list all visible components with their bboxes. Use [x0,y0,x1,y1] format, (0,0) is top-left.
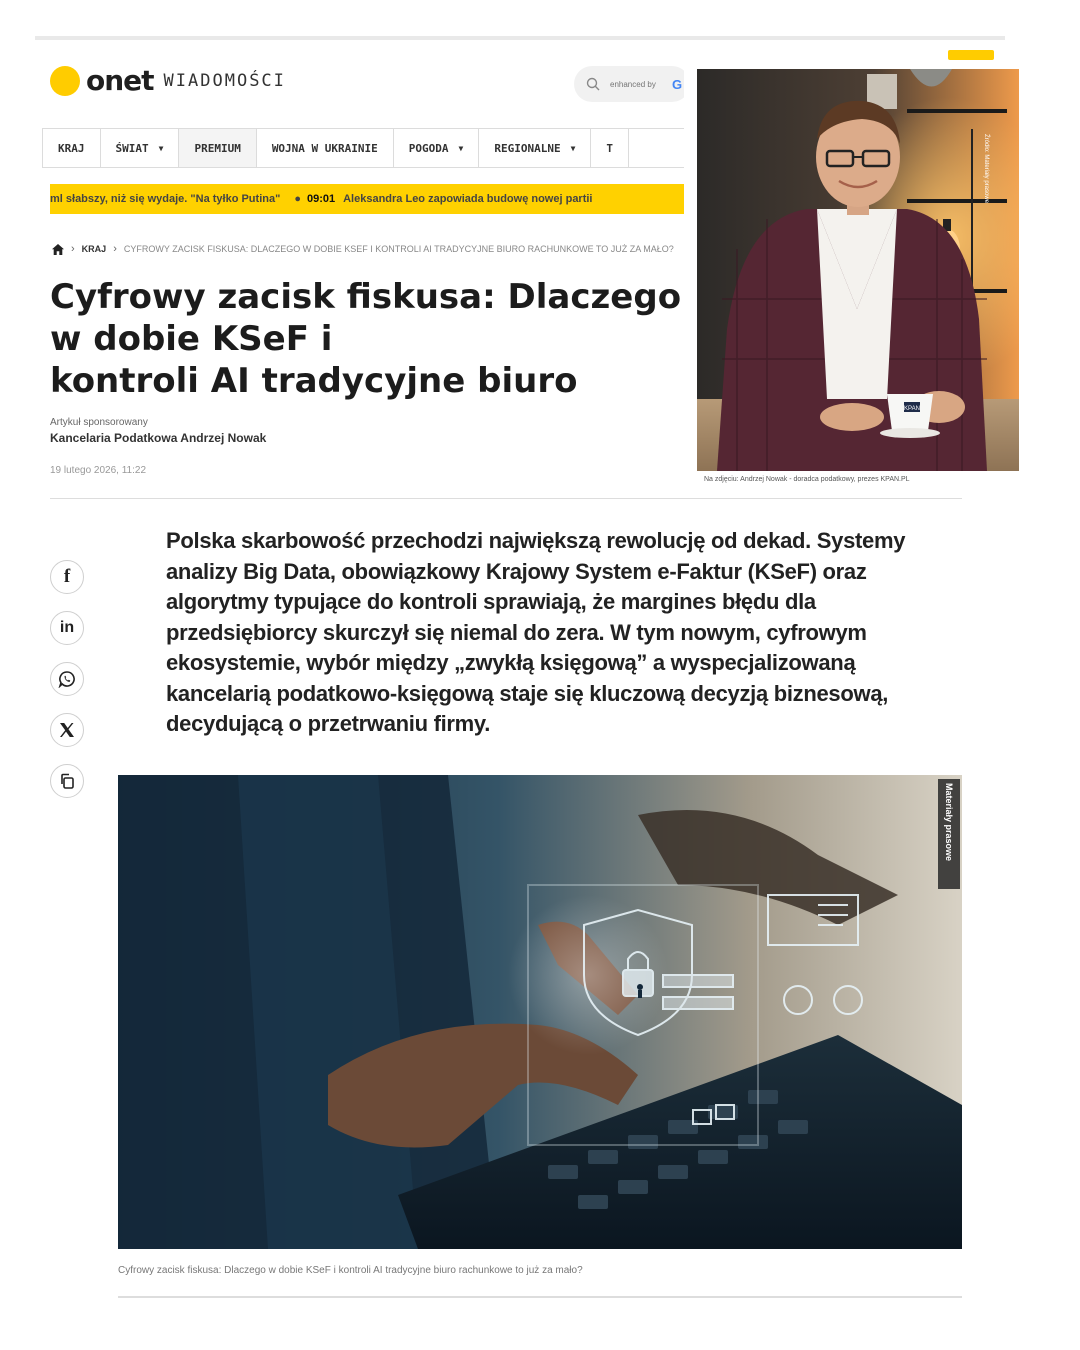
top-divider [35,36,1005,40]
home-icon[interactable] [52,244,64,255]
main-nav [42,128,690,168]
search-icon [586,77,600,91]
author-name[interactable]: Kancelaria Podatkowa Andrzej Nowak [50,431,267,445]
portrait-photo [697,69,1019,471]
caret-down-icon: ▼ [158,143,164,153]
copy-icon [59,773,75,789]
header-yellow-tab[interactable] [948,50,994,60]
linkedin-share-button[interactable] [50,611,84,645]
nav-item-label: WOJNA W UKRAINIE [271,141,378,155]
whatsapp-icon [58,670,76,688]
whatsapp-share-button[interactable] [50,662,84,696]
breadcrumb [52,243,688,255]
portrait-overlay [684,64,1030,488]
nav-item-label: POGODA [408,141,449,155]
breadcrumb-kraj[interactable]: KRAJ [81,244,107,254]
breadcrumb-current: CYFROWY ZACISK FISKUSA: DLACZEGO W DOBIE KSEF I KONTROLI AI TRADYCYJNE BIURO RACHUNKOWE TO JUŻ ZA MAŁO? [123,244,674,254]
main-image-credit: Materiały prasowe [944,783,954,862]
nav-item-label: T [606,141,614,155]
ticker-time: 09:01 [306,193,336,205]
nav-item-premium[interactable] [179,129,256,167]
facebook-share-button[interactable] [50,560,84,594]
onet-logo[interactable] [50,64,286,97]
nav-item-label: KRAJ [58,141,85,155]
page-title: Cyfrowy zacisk fiskusa: Dlaczego w dobie KSeF i kontroli AI tradycyjne biuro [50,277,682,401]
divider [50,498,962,499]
logo-text: onet [86,64,154,97]
article-main-image [118,775,962,1249]
nav-item-swiat[interactable] [101,129,180,167]
main-image-caption: Cyfrowy zacisk fiskusa: Dlaczego w dobie KSeF i kontroli AI tradycyjne biuro rachunkowe to już za mało? [118,1265,583,1276]
search-box[interactable] [574,66,690,102]
chevron-right-icon: › [113,243,117,255]
nav-item-more[interactable] [591,129,629,167]
x-icon [59,722,75,738]
portrait-caption: Na zdjęciu: Andrzej Nowak - doradca podatkowy, prezes KPAN.PL [704,476,910,483]
logo-dot-icon [50,66,80,96]
ticker-item[interactable]: ml słabszy, niż się wydaje. "Na tyłko Putina" [50,193,281,205]
nav-item-regionalne[interactable] [479,129,591,167]
section-name: WIADOMOŚCI [163,70,286,91]
nav-item-label: REGIONALNE [494,141,561,155]
caret-down-icon: ▼ [570,143,576,153]
portrait-credit: Źródło: Materiały prasowe [983,134,989,204]
caret-down-icon: ▼ [458,143,464,153]
nav-item-wojna[interactable] [257,129,394,167]
facebook-icon: f [63,566,71,587]
share-bar [50,560,84,815]
nav-item-label: PREMIUM [194,141,241,155]
nav-item-kraj[interactable] [42,129,101,167]
sponsored-label: Artykuł sponsorowany [50,417,148,428]
ticker-item[interactable]: Aleksandra Leo zapowiada budowę nowej partii [343,193,593,205]
chevron-right-icon: › [71,243,75,255]
nav-item-label: ŚWIAT [115,141,149,155]
nav-item-pogoda[interactable] [394,129,480,167]
x-share-button[interactable] [50,713,84,747]
search-input[interactable] [608,79,672,90]
main-image-credit-badge [938,779,960,889]
news-ticker [50,184,688,214]
copy-link-button[interactable] [50,764,84,798]
publish-date: 19 lutego 2026, 11:22 [50,465,147,476]
divider [118,1296,962,1298]
mug-logo: KPAN [904,406,920,412]
article-lead: Polska skarbowość przechodzi największą rewolucję od dekad. Systemy analizy Big Data, obowiązkowy Krajowy System e-Faktur (KSeF) oraz algorytmy typujące do kontroli sprawiają, że margines błędu dla przedsiębiorcy skurczył się niemal do zera. W tym nowym, cyfrowym ekosystemie, wybór między „zwykłą księgową” a wyspecjalizowaną kancelarią podatkowo-księgową staje się kluczową decyzją biznesową, decydującą o przetrwaniu firmy. [166,528,906,736]
live-dot-icon: ● [294,193,301,205]
google-mark: G [672,76,683,92]
linkedin-icon: in [59,619,75,636]
